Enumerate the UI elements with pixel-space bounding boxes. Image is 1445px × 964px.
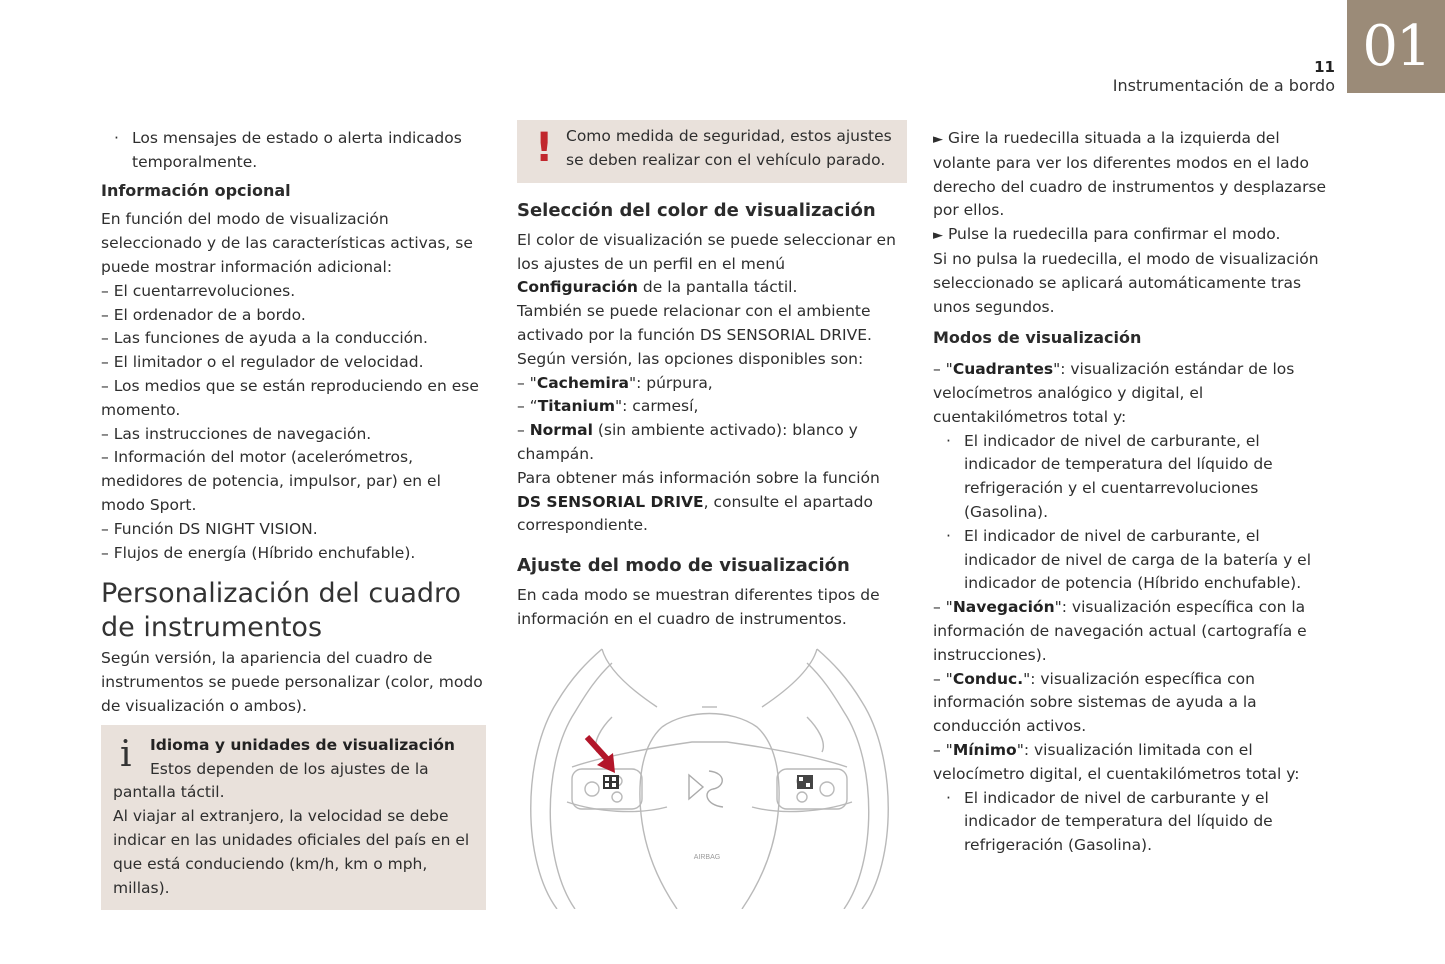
arrow-right-icon: ► <box>933 228 943 244</box>
warning-text: Como medida de seguridad, estos ajustes se deben realizar con el vehículo parado. <box>566 127 892 169</box>
optional-info-heading: Información opcional <box>101 180 291 200</box>
info-box-line1: Estos dependen de los ajustes de la pantalla táctil. <box>113 759 429 802</box>
airbag-label: AIRBAG <box>693 854 721 861</box>
list-item: – Flujos de energía (Híbrido enchufable). <box>101 543 416 562</box>
section-title: Instrumentación de a bordo <box>1112 76 1335 95</box>
list-item: – "Cuadrantes": visualización estándar de los velocímetros analógico y digital, el cuentakilómetros total y: <box>933 360 1295 426</box>
instruction-step: ► Gire la ruedecilla situada a la izquierda del volante para ver los diferentes modos en el lado derecho del cuadro de instrumentos y desplazarse por ellos. <box>933 129 1327 220</box>
steering-wheel-illustration <box>517 647 902 909</box>
list-item: – Función DS NIGHT VISION. <box>101 519 318 538</box>
personalization-heading: Personalización del cuadro de instrumentos <box>101 578 462 644</box>
column-right <box>933 127 1333 858</box>
list-item: · Los mensajes de estado o alerta indicados temporalmente. <box>114 129 462 171</box>
list-item: · El indicador de nivel de carburante y el indicador de temperatura del líquido de refrigeración (Gasolina). <box>946 788 1273 855</box>
list-item: – "Conduc.": visualización específica con información sobre sistemas de ayuda a la conducción activos. <box>933 669 1257 736</box>
list-item: – “Titanium": carmesí, <box>517 397 699 416</box>
optional-info-intro: En función del modo de visualización seleccionado y de las características activas, se puede mostrar información adicional: <box>101 210 473 276</box>
mode-heading: Ajuste del modo de visualización <box>517 555 850 577</box>
list-item: – Las funciones de ayuda a la conducción. <box>101 329 428 348</box>
list-item: – "Mínimo": visualización limitada con el velocímetro digital, el cuentakilómetros total y: <box>933 740 1300 783</box>
color-heading: Selección del color de visualización <box>517 200 876 221</box>
column-middle <box>517 127 907 632</box>
list-item: – El cuentarrevoluciones. <box>101 281 296 300</box>
color-paragraph-3: Según versión, las opciones disponibles son: <box>517 349 864 368</box>
more-info-paragraph: Para obtener más información sobre la función DS SENSORIAL DRIVE, consulte el apartado correspondiente. <box>517 468 880 535</box>
chapter-tab: 01 <box>1347 0 1445 93</box>
info-box-title: Idioma y unidades de visualización <box>150 735 455 754</box>
page-number: 11 <box>1314 58 1335 76</box>
modes-heading: Modos de visualización <box>933 328 1142 348</box>
list-item: – Las instrucciones de navegación. <box>101 424 372 443</box>
info-icon: i <box>120 733 132 775</box>
auto-apply-text: Si no pulsa la ruedecilla, el modo de visualización seleccionado se aplicará automáticamente tras unos segundos. <box>933 249 1319 316</box>
list-item: · El indicador de nivel de carburante, el indicador de temperatura del líquido de refrigeración y el cuentarrevoluciones (Gasolina). <box>946 431 1273 521</box>
instruction-step: ► Pulse la ruedecilla para confirmar el modo. <box>933 225 1281 244</box>
info-box <box>101 725 486 911</box>
list-item: – Los medios que se están reproduciendo en ese momento. <box>101 376 479 419</box>
info-box-line2: Al viajar al extranjero, la velocidad se debe indicar en las unidades oficiales del país en el que está conduciendo (km/h, km o mph, millas). <box>113 807 470 897</box>
mode-text: En cada modo se muestran diferentes tipos de información en el cuadro de instrumentos. <box>517 585 880 628</box>
column-left <box>101 127 486 910</box>
list-item: – Información del motor (acelerómetros, medidores de potencia, impulsor, par) en el modo Sport. <box>101 448 441 514</box>
color-paragraph: El color de visualización se puede seleccionar en los ajustes de un perfil en el menú Configuración de la pantalla táctil. <box>517 230 896 297</box>
warning-icon: ! <box>535 125 554 171</box>
list-item: – El limitador o el regulador de velocidad. <box>101 353 424 372</box>
personalization-text: Según versión, la apariencia del cuadro de instrumentos se puede personalizar (color, modo de visualización o ambos). <box>101 649 483 715</box>
arrow-right-icon: ► <box>933 132 943 147</box>
list-item: – El ordenador de a bordo. <box>101 305 306 324</box>
list-item: · El indicador de nivel de carburante, el indicador de nivel de carga de la batería y el indicador de potencia (Híbrido enchufable). <box>946 526 1312 593</box>
warning-box <box>517 120 907 183</box>
pointer-arrow-icon <box>587 737 615 773</box>
list-item: – "Navegación": visualización específica con la información de navegación actual (cartografía e instrucciones). <box>933 598 1307 664</box>
color-paragraph-2: También se puede relacionar con el ambiente activado por la función DS SENSORIAL DRIVE. <box>517 302 872 344</box>
list-item: – "Cachemira": púrpura, <box>517 373 713 392</box>
list-item: – Normal (sin ambiente activado): blanco y champán. <box>517 421 858 463</box>
